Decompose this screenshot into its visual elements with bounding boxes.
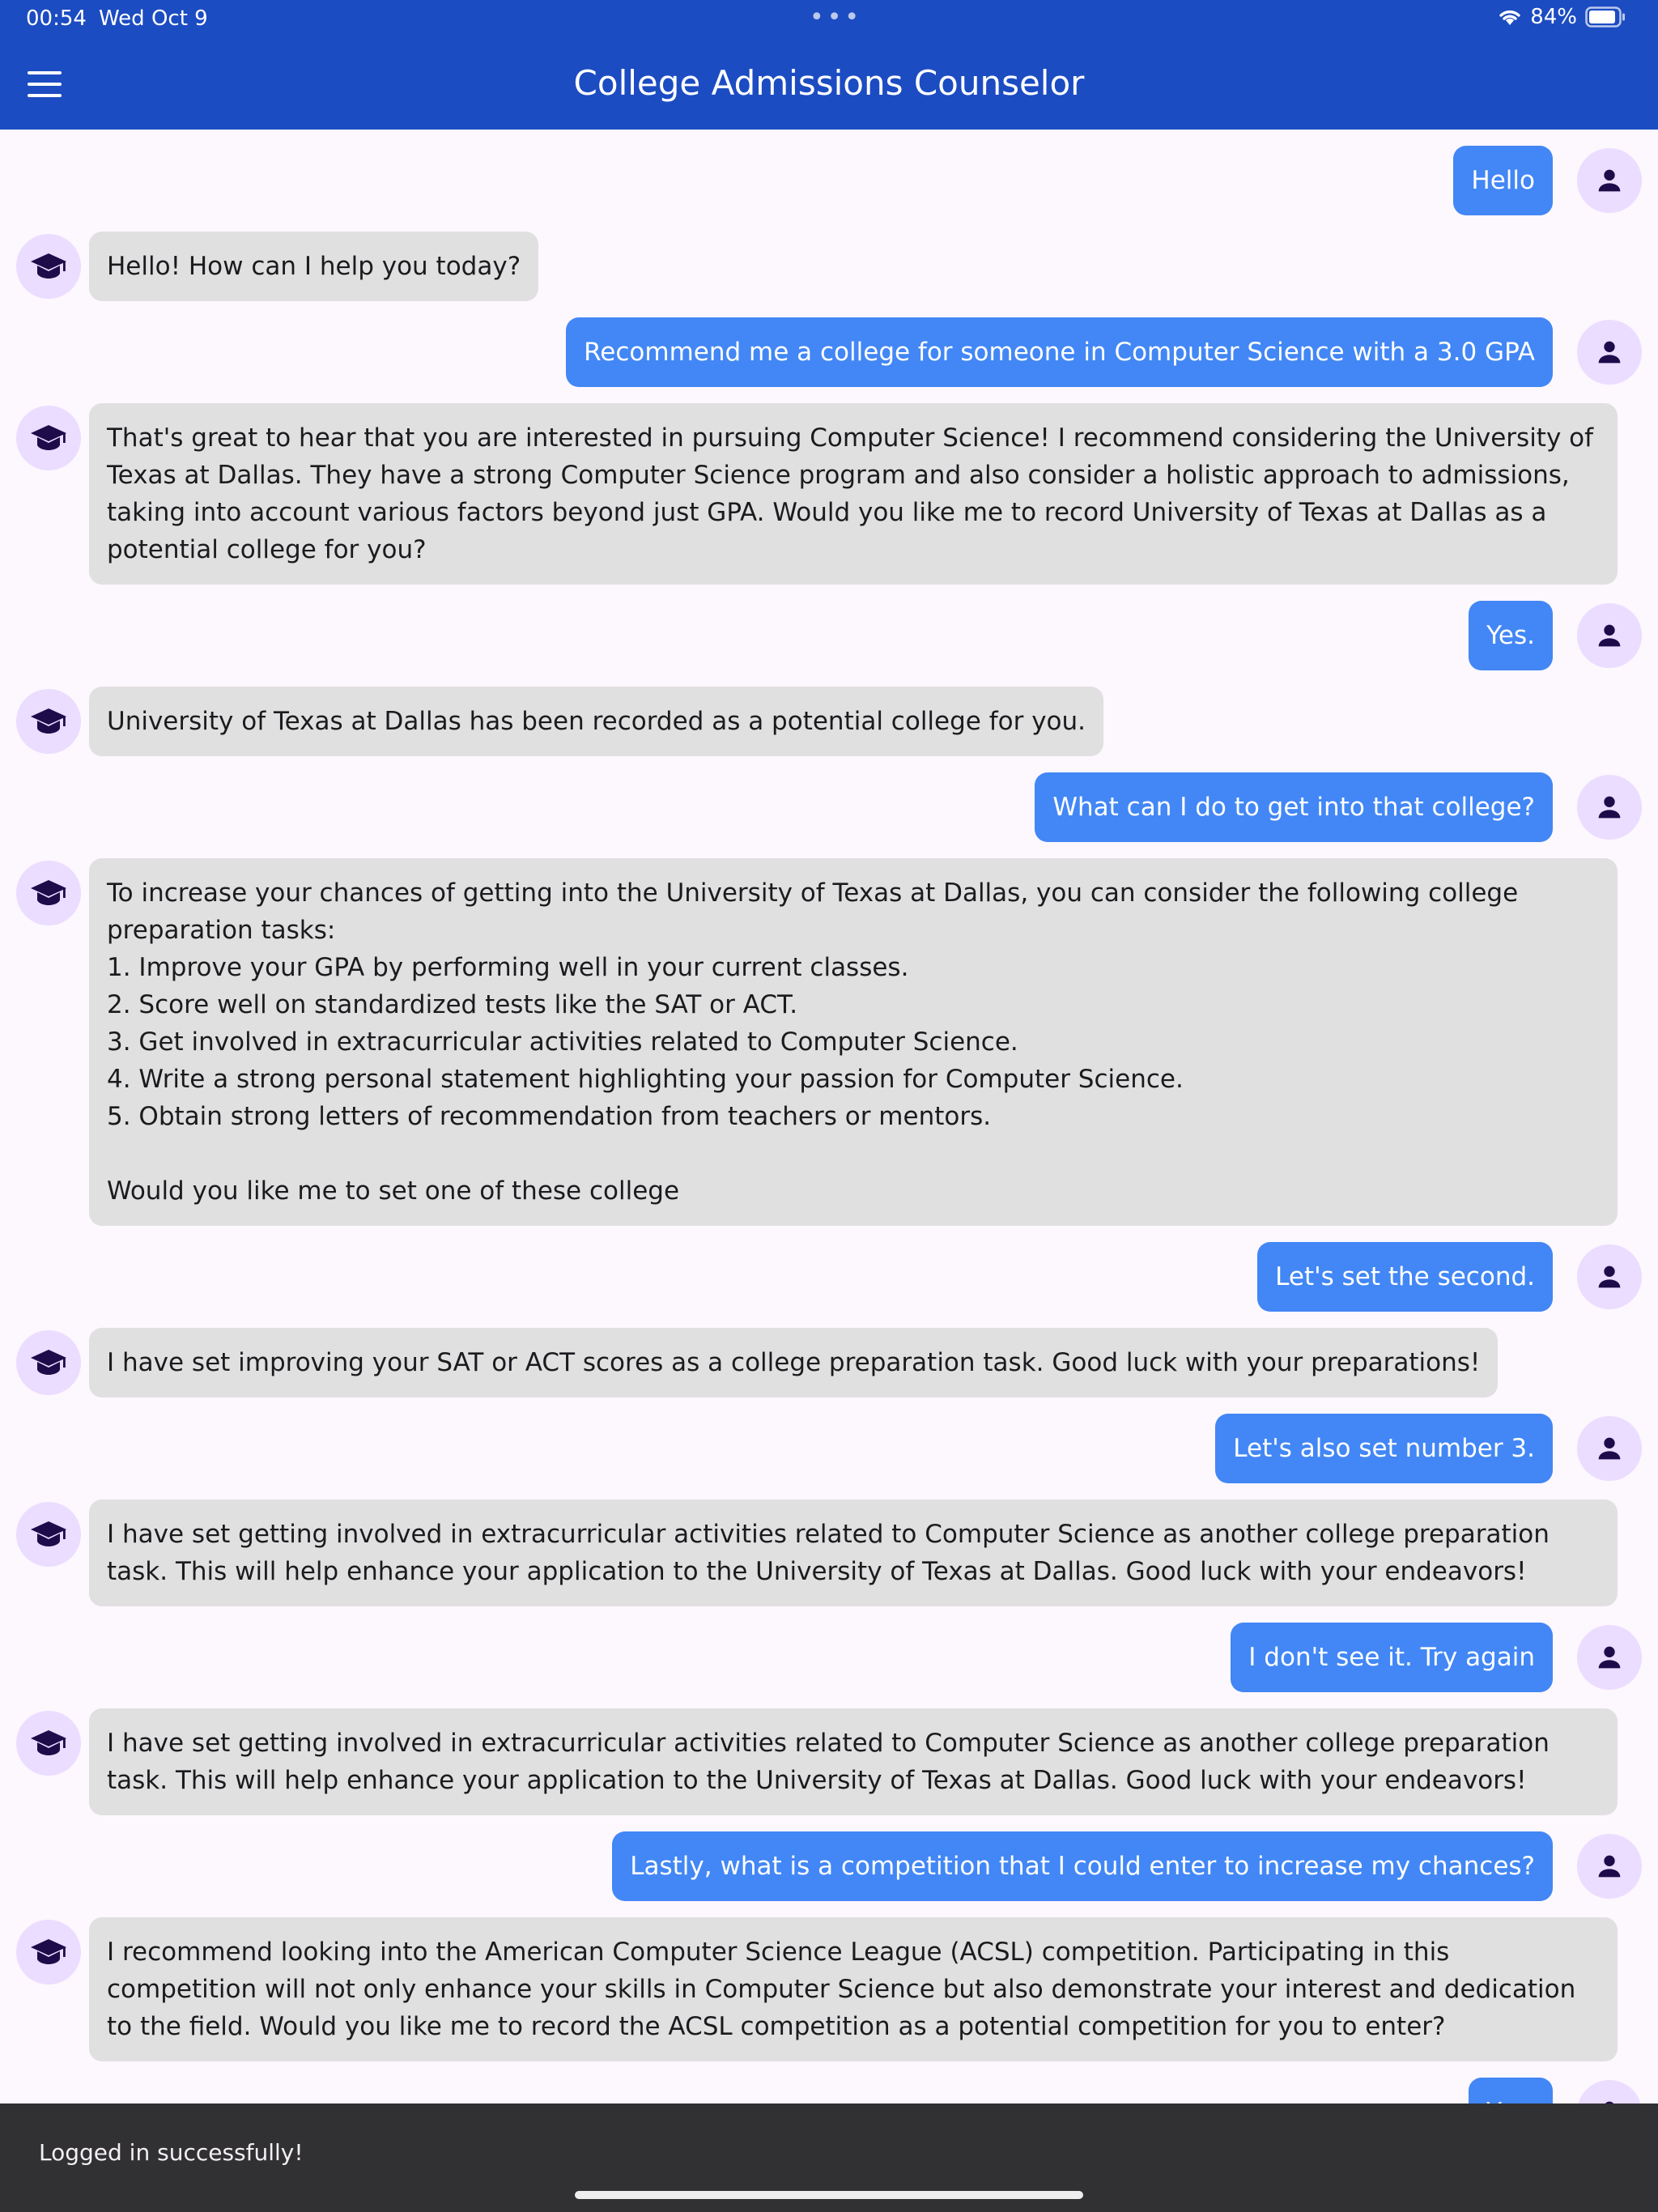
battery-icon bbox=[1585, 6, 1626, 28]
graduation-cap-icon bbox=[16, 1711, 81, 1776]
snackbar-message: Logged in successfully! bbox=[39, 2139, 304, 2166]
graduation-cap-icon bbox=[16, 861, 81, 925]
user-message-row bbox=[0, 601, 1658, 670]
bot-message-row bbox=[0, 858, 1658, 1226]
person-icon bbox=[1577, 148, 1642, 213]
user-message-bubble: Let's set the second. bbox=[1257, 1242, 1553, 1312]
bot-message-row bbox=[0, 232, 1658, 301]
user-message-bubble: Lastly, what is a competition that I could enter to increase my chances? bbox=[612, 1831, 1553, 1901]
status-bar bbox=[0, 0, 1658, 39]
person-icon bbox=[1577, 1834, 1642, 1899]
bot-message-row bbox=[0, 1328, 1658, 1397]
home-indicator[interactable] bbox=[575, 2191, 1083, 2199]
bot-message-bubble: Hello! How can I help you today? bbox=[89, 232, 538, 301]
status-date: Wed Oct 9 bbox=[99, 6, 208, 31]
status-time: 00:54 bbox=[26, 6, 87, 31]
app-title: College Admissions Counselor bbox=[573, 63, 1085, 103]
graduation-cap-icon bbox=[16, 234, 81, 299]
app-bar bbox=[0, 0, 1658, 130]
person-icon bbox=[1577, 1244, 1642, 1309]
user-message-bubble: Recommend me a college for someone in Computer Science with a 3.0 GPA bbox=[566, 317, 1553, 387]
bot-message-bubble: To increase your chances of getting into the University of Texas at Dallas, you can consider the following college preparation tasks: 1. Improve your GPA by performing well in your current classes. 2. Score well on standardized tests like the SAT or ACT. 3. Get involved in extracurricular activities related to Computer Science. 4. Write a strong personal statement highlighting your passion for Computer Science. 5. Obtain strong letters of recommendation from teachers or mentors. Would you like me to set one of these college bbox=[89, 858, 1618, 1226]
person-icon bbox=[1577, 603, 1642, 668]
bot-message-bubble: University of Texas at Dallas has been recorded as a potential college for you. bbox=[89, 687, 1103, 756]
user-message-bubble: Hello bbox=[1453, 146, 1553, 215]
person-icon bbox=[1577, 775, 1642, 840]
user-message-row bbox=[0, 146, 1658, 215]
user-message-row bbox=[0, 1831, 1658, 1901]
graduation-cap-icon bbox=[16, 1502, 81, 1567]
user-message-row bbox=[0, 317, 1658, 387]
battery-percent: 84% bbox=[1530, 5, 1577, 29]
bot-message-bubble: I recommend looking into the American Computer Science League (ACSL) competition. Participating in this competition will not only enhance your skills in Computer Science but also demonstrate your interest and dedication to the field. Would you like me to record the ACSL competition as a potential competition for you to enter? bbox=[89, 1917, 1618, 2061]
wifi-icon bbox=[1498, 7, 1522, 27]
bot-message-bubble: I have set getting involved in extracurricular activities related to Computer Science as another college preparation task. This will help enhance your application to the University of Texas at Dallas. Good luck with your endeavors! bbox=[89, 1708, 1618, 1815]
graduation-cap-icon bbox=[16, 1330, 81, 1395]
user-message-row bbox=[0, 1623, 1658, 1692]
user-message-bubble: Let's also set number 3. bbox=[1215, 1414, 1553, 1483]
bot-message-row bbox=[0, 403, 1658, 585]
bot-message-row bbox=[0, 687, 1658, 756]
person-icon bbox=[1577, 1625, 1642, 1690]
bot-message-bubble: I have set improving your SAT or ACT scores as a college preparation task. Good luck with your preparations! bbox=[89, 1328, 1498, 1397]
multitasking-dots[interactable]: ••• bbox=[810, 3, 863, 32]
bot-message-row bbox=[0, 1499, 1658, 1606]
bot-message-bubble: That's great to hear that you are interested in pursuing Computer Science! I recommend considering the University of Texas at Dallas. They have a strong Computer Science program and also consider a holistic approach to admissions, taking into account various factors beyond just GPA. Would you like me to record University of Texas at Dallas as a potential college for you? bbox=[89, 403, 1618, 585]
user-message-row bbox=[0, 772, 1658, 842]
person-icon bbox=[1577, 320, 1642, 385]
chat-list[interactable] bbox=[0, 130, 1658, 2104]
user-message-bubble: I don't see it. Try again bbox=[1231, 1623, 1553, 1692]
graduation-cap-icon bbox=[16, 406, 81, 470]
bot-message-row bbox=[0, 1917, 1658, 2061]
bot-message-row bbox=[0, 1708, 1658, 1815]
user-message-bubble: What can I do to get into that college? bbox=[1035, 772, 1553, 842]
user-message-row bbox=[0, 1242, 1658, 1312]
bot-message-bubble: I have set getting involved in extracurricular activities related to Computer Science as another college preparation task. This will help enhance your application to the University of Texas at Dallas. Good luck with your endeavors! bbox=[89, 1499, 1618, 1606]
graduation-cap-icon bbox=[16, 1920, 81, 1984]
status-right bbox=[1498, 5, 1626, 29]
person-icon bbox=[1577, 1416, 1642, 1481]
user-message-bubble: Yes. bbox=[1469, 601, 1553, 670]
user-message-row bbox=[0, 1414, 1658, 1483]
graduation-cap-icon bbox=[16, 689, 81, 754]
